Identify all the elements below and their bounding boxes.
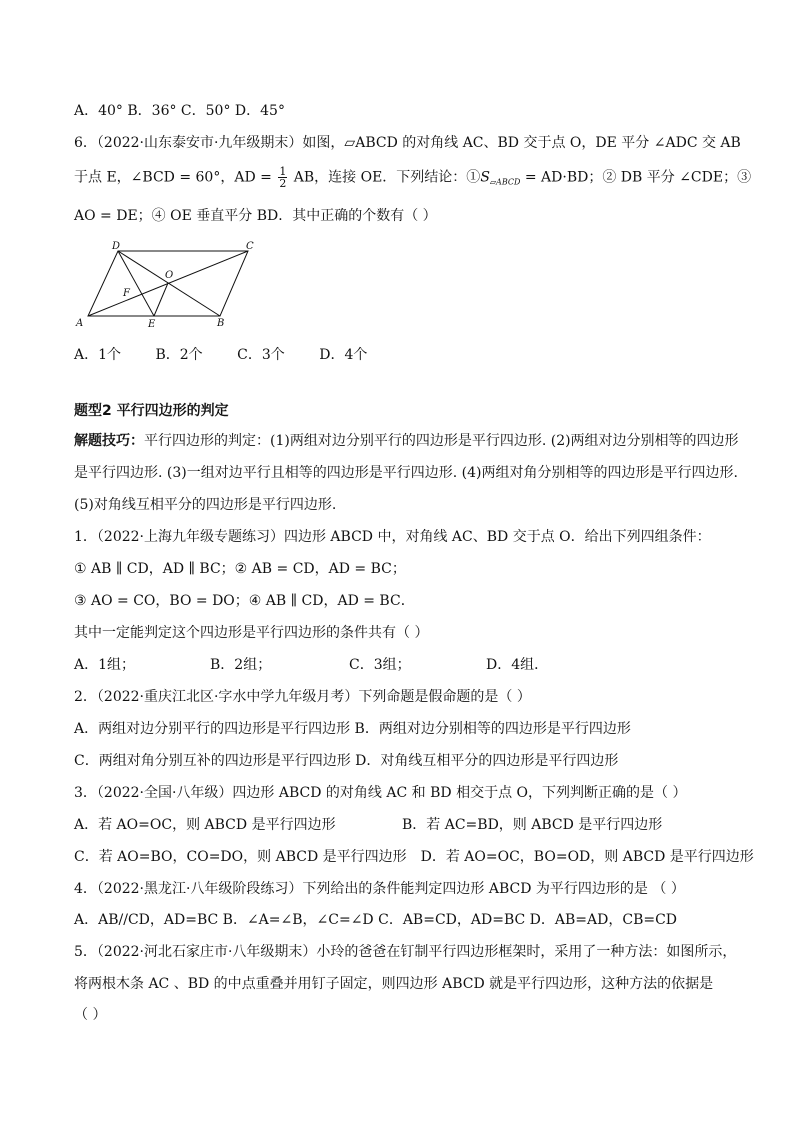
q6-option-c: C．3个 [237,347,285,363]
parallelogram-figure [72,240,272,332]
q6-area-symbol: S [480,169,490,186]
q6-area-subscript: ▱ABCD [489,177,521,187]
q6-option-a: A．1个 [74,347,122,363]
q6-stem-line3: AO = DE；④ OE 垂直平分 BD．其中正确的个数有（ ） [74,208,437,224]
q6-fraction [278,166,287,189]
q5-stem-line2: 将两根木条 AC 、BD 的中点重叠并用钉子固定，则四边形 ABCD 就是平行四边形，这种方法的依据是 [74,976,714,992]
section-title: 题型2 平行四边形的判定 [74,403,229,419]
q4-stem: 4．（2022·黑龙江·八年级阶段练习）下列给出的条件能判定四边形 ABCD 为平行四边形的是 （ ） [74,881,685,897]
q1-conditions-2: ③ AO = CO，BO = DO；④ AB ∥ CD，AD = BC． [74,593,415,609]
q3-option-d: D．若 AO=OC，BO=OD，则 ABCD 是平行四边形 [420,849,754,865]
q6-line2-part-b: AB，连接 OE．下列结论：① [293,169,481,186]
label-o: O [165,270,174,281]
q3-option-b: B．若 AC=BD，则 ABCD 是平行四边形 [402,817,663,833]
label-f: F [123,288,130,299]
q3-stem: 3．（2022·全国·八年级）四边形 ABCD 的对角线 AC 和 BD 相交于点 O，下列判断正确的是（ ） [74,785,687,801]
q6-fraction-numerator: 1 [279,165,287,178]
q2-stem: 2．（2022·重庆江北区·字水中学九年级月考）下列命题是假命题的是（ ） [74,689,531,705]
q5-stem-line1: 5．（2022·河北石家庄市·八年级期末）小玲的爸爸在钉制平行四边形框架时，采用了一种方法：如图所示， [74,944,737,960]
q1-option-b: B．2组； [210,657,272,673]
q6-line2-part-c: = AD·BD；② DB 平分 ∠CDE；③ [520,169,752,186]
q6-options [74,346,367,364]
tip-line2: 是平行四边形. (3)一组对边平行且相等的四边形是平行四边形. (4)两组对角分别相等的四边形是平行四边形. [74,465,738,481]
label-d: D [112,241,121,252]
q1-conditions-1: ① AB ∥ CD，AD ∥ BC；② AB = CD，AD = BC； [74,561,406,577]
tip-text-1: 平行四边形的判定：(1)两组对边分别平行的四边形是平行四边形. (2)两组对边分别相等的四边形 [144,433,739,449]
q3-option-c: C．若 AO=BO，CO=DO，则 ABCD 是平行四边形 [74,849,407,865]
label-c: C [246,241,254,252]
q6-stem-line1: 6．（2022·山东泰安市·九年级期末）如图，▱ABCD 的对角线 AC、BD 交于点 O，DE 平分 ∠ADC 交 AB [74,135,741,151]
label-b: B [217,318,225,329]
tip-line3: (5)对角线互相平分的四边形是平行四边形. [74,497,337,513]
q2-options-ab: A．两组对边分别平行的四边形是平行四边形 B．两组对边分别相等的四边形是平行四边形 [74,721,631,737]
q1-stem: 1．（2022·上海九年级专题练习）四边形 ABCD 中，对角线 AC、BD 交于点 O．给出下列四组条件： [74,529,711,545]
label-e: E [148,319,156,330]
tip-label: 解题技巧： [74,433,144,449]
segment-de [118,251,154,316]
diagonal-bd [118,251,220,316]
q6-stem-line2 [74,166,751,192]
q6-option-b: B．2个 [155,347,203,363]
q3-option-a: A．若 AO=OC，则 ABCD 是平行四边形 [74,817,336,833]
prev-question-options: A．40° B．36° C．50° D．45° [74,103,285,119]
q3-options-cd [74,848,754,866]
q1-option-d: D．4组． [486,657,549,673]
q4-options: A．AB//CD，AD=BC B．∠A=∠B，∠C=∠D C．AB=CD，AD=BC D．AB=AD，CB=CD [74,912,678,928]
q6-fraction-denominator: 2 [279,177,287,190]
q6-line2-part-a: 于点 E，∠BCD = 60°，AD = [74,169,272,186]
q1-ask: 其中一定能判定这个四边形是平行四边形的条件共有（ ） [74,625,429,641]
q1-option-a: A．1组； [74,657,136,673]
q1-option-c: C．3组； [349,657,411,673]
q6-option-d: D．4个 [319,347,368,363]
tip-line1 [74,432,739,450]
q2-options-cd: C．两组对角分别互补的四边形是平行四边形 D．对角线互相平分的四边形是平行四边形 [74,753,619,769]
label-a: A [76,318,84,329]
q5-stem-line3: （ ） [74,1007,107,1023]
